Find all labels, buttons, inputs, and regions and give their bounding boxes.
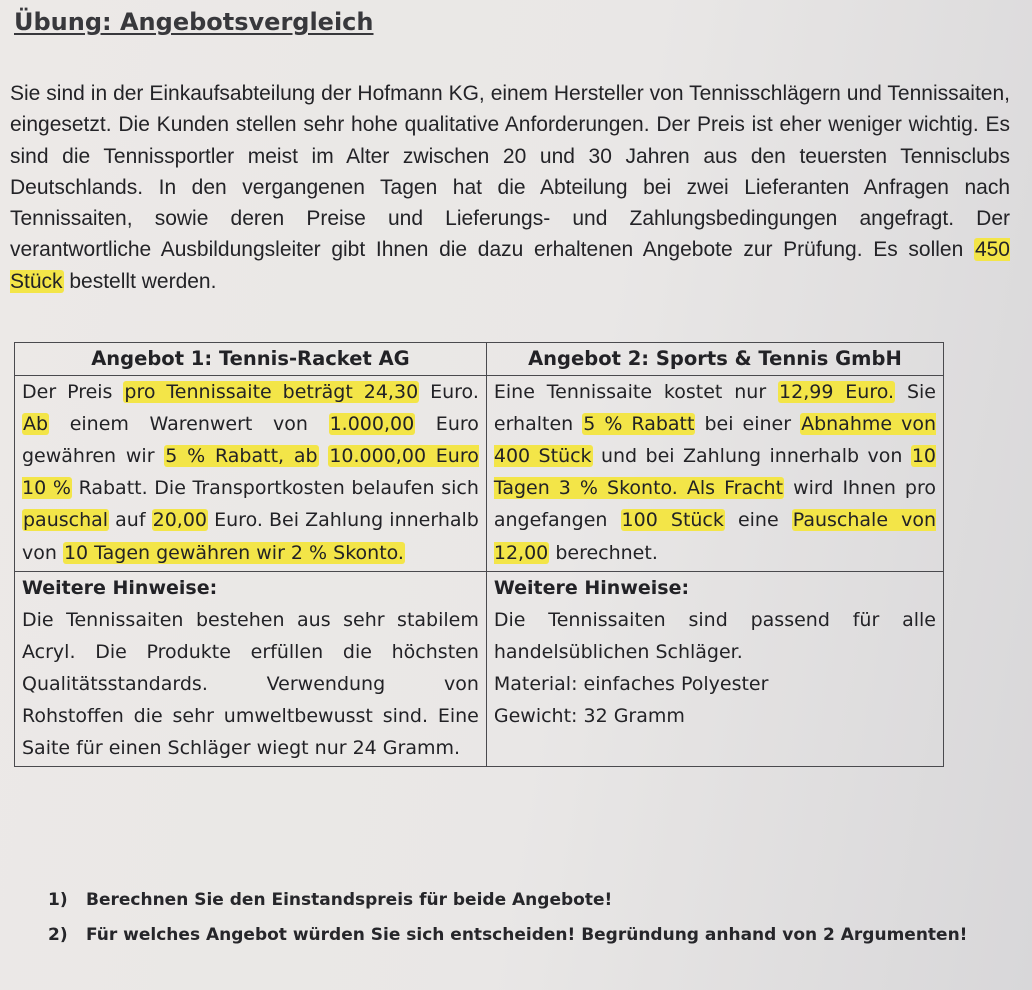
page-title: Übung: Angebotsvergleich <box>14 8 374 36</box>
offer2-notes <box>486 571 943 767</box>
offer2-text: und bei Zahlung innerhalb von <box>592 445 911 468</box>
offer2-terms <box>486 376 943 572</box>
offer2-text: berechnet. <box>549 541 658 564</box>
offer1-highlight: pauschal <box>23 509 109 532</box>
offer2-note-line: Die Tennissaiten sind passend für alle handelsüblichen Schläger. <box>493 608 936 663</box>
offer2-notes-heading: Weitere Hinweise: <box>493 576 690 599</box>
offer2-text: Sie erhalten <box>493 381 936 436</box>
offer1-header: Angebot 1: Tennis-Racket AG <box>15 343 487 376</box>
offer2-highlight: 100 Stück <box>621 509 724 532</box>
offer2-text: Eine Tennissaite kostet nur <box>493 381 779 404</box>
offer2-header: Angebot 2: Sports & Tennis GmbH <box>486 343 943 376</box>
offer1-notes-heading: Weitere Hinweise: <box>22 576 218 599</box>
task-item <box>48 918 967 953</box>
intro-paragraph <box>10 78 1010 297</box>
offer2-note-line: Material: einfaches Polyester <box>493 672 769 695</box>
task-number: 2) <box>48 925 68 945</box>
offer1-notes-text: Die Tennissaiten bestehen aus sehr stabilem Acryl. Die Produkte erfüllen die höchsten Qualitätsstandards. Verwendung von Rohstoffen die sehr umweltbewusst sind. Eine Saite für einen Schläger wiegt nur 24 Gramm. <box>22 608 479 760</box>
offer2-highlight: 10 Tagen 3 % Skonto. Als Fracht <box>493 445 936 500</box>
offer1-text: Der Preis <box>22 381 124 404</box>
offer2-note-line: Gewicht: 32 Gramm <box>493 705 685 728</box>
offer1-text: Euro. Bei Zahlung innerhalb von <box>22 509 479 564</box>
offer1-highlight: 10.000,00 Euro 10 % <box>22 445 479 500</box>
task-text: Berechnen Sie den Einstandspreis für beide Angebote! <box>86 890 613 910</box>
offer2-text: wird Ihnen pro angefangen <box>493 477 936 532</box>
task-number: 1) <box>48 890 68 910</box>
offer1-text: Rabatt. Die Transportkosten belaufen sich <box>71 477 479 500</box>
offer1-text: auf <box>109 509 152 532</box>
offer1-terms <box>15 376 487 572</box>
offer1-text: Euro. <box>419 381 479 404</box>
offer2-highlight: Pauschale von 12,00 <box>493 509 937 564</box>
offer1-highlight: 5 % Rabatt, ab <box>165 445 318 468</box>
offer2-text: eine <box>724 509 792 532</box>
offer2-highlight: Abnahme von 400 Stück <box>493 413 936 468</box>
task-list <box>48 883 967 953</box>
offer1-highlight: pro Tennissaite beträgt 24,30 <box>124 381 419 404</box>
offer1-text: Euro gewähren wir <box>22 413 479 468</box>
task-text: Für welches Angebot würden Sie sich entscheiden! Begründung anhand von 2 Argumenten! <box>86 925 968 945</box>
offer1-highlight: 1.000,00 <box>329 413 415 436</box>
offer2-highlight: 12,99 Euro. <box>779 381 895 404</box>
offers-table <box>14 342 944 767</box>
intro-text: Sie sind in der Einkaufsabteilung der Hofmann KG, einem Hersteller von Tennisschlägern und Tennissaiten, eingesetzt. Die Kunden stellen sehr hohe qualitative Anforderungen. Der Preis ist eher weniger wichtig. Es sind die Tennissportler meist im Alter zwischen 20 und 30 Jahren aus den teuersten Tennisclubs Deutschlands. In den vergangenen Tagen hat die Abteilung bei zwei Lieferanten Anfragen nach Tennissaiten, sowie deren Preise und Lieferungs- und Zahlungsbedingungen angefragt. Der verantwortliche Ausbildungsleiter gibt Ihnen die dazu erhaltenen Angebote zur Prüfung. Es sollen <box>10 82 1010 262</box>
offers-header-row <box>15 343 944 376</box>
offer1-notes <box>15 571 487 767</box>
offers-terms-row <box>15 376 944 572</box>
offer1-text <box>319 445 329 467</box>
offer2-text: bei einer <box>695 413 801 436</box>
offer1-text: einem Warenwert von <box>49 413 329 436</box>
intro-text-end: bestellt werden. <box>63 269 217 293</box>
task-item <box>48 883 967 918</box>
offer1-highlight: 20,00 <box>152 509 208 532</box>
offer2-highlight: 5 % Rabatt <box>583 413 695 436</box>
offers-notes-row <box>15 571 944 767</box>
intro-highlight-quantity: 450 Stück <box>10 238 1010 293</box>
offer1-highlight: 10 Tagen gewähren wir 2 % Skonto. <box>63 541 404 564</box>
offer1-highlight: Ab <box>23 413 49 436</box>
